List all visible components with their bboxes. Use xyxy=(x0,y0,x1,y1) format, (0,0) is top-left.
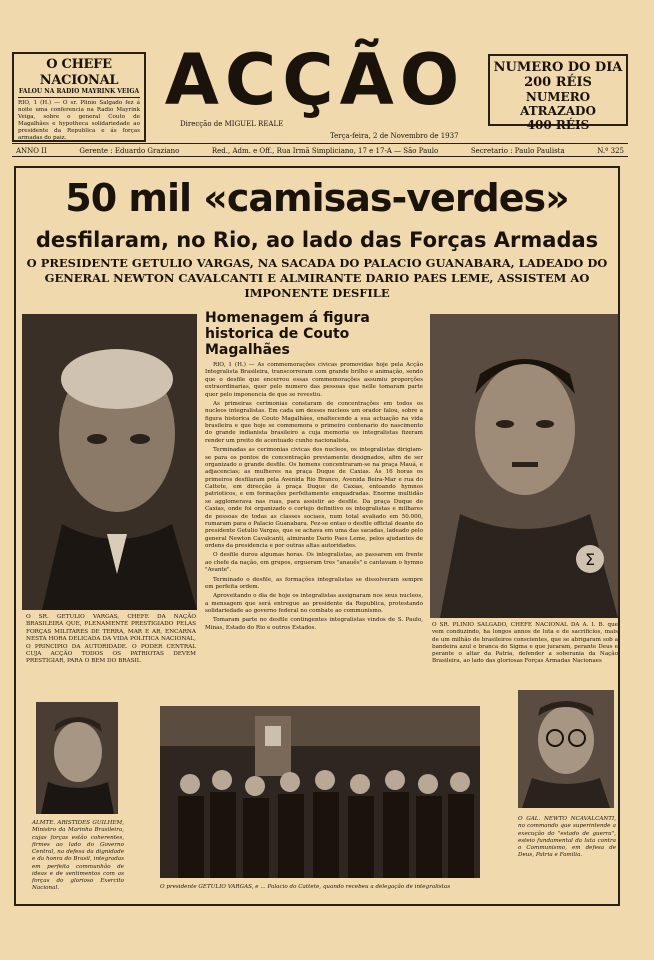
price-box xyxy=(488,54,628,132)
price-label-back: NUMERO ATRAZADO xyxy=(520,90,596,118)
price-back: 400 RÉIS xyxy=(526,118,590,132)
article-couto-magalhaes xyxy=(205,310,423,634)
price-day: 200 RÉIS xyxy=(524,75,592,90)
article-paragraph: Terminadas as cerimonias civicas dos nucleos, os integralistas dirigiam-se para os pontos de concentração previamente designados, afim de ser organizado o grande desfile. Os homens concentraram-se na praça Mauá, e adjacencias; as mulheres na praça Duque de Caxias. Ás 16 horas os primeiros desfilaram pela Avenida Rio Branco, Avenida Beira-Mar e rua do Cattete, em direcção á praça Duque de Caxias, entoando hymnos patrioticos, e em formações perfeitamente enquadradas. Enorme multidão se agglomerava nas ruas, para assistir ao desfile. Da praça Duque de Caxias, onde foi organizado o cortejo definitivo os integralistas e milhares de pessoas de todas as classes sociaes, num total avaliado em 50.000, rumaram para o Palacio Guanabara. Fez-se entao o desfile official deante do presidente Getulio Vargas, que se achava em uma das sacadas, ladeado pelo general Newton Cavalcanti, almirante Dario Paes Leme, pelos ajudantes de ordens da presidencia e por outras altas autoridades. xyxy=(205,447,423,549)
vargas-photo xyxy=(22,314,197,610)
article-paragraph: Tomaram parte no desfile contingentes integralistas vindos de S. Paulo, Minas, Estado do Rio e outros Estados. xyxy=(205,617,423,631)
cavalcanti-photo xyxy=(518,690,614,808)
redacao: Red., Adm. e Off., Rua Irmã Simpliciano, 17 e 17-A — São Paulo xyxy=(211,147,439,155)
left-box-subtitle: FALOU NA RADIO MAYRINK VEIGA xyxy=(18,88,140,98)
article-paragraph: Terminado o desfile, as formações integralistas se dissolveram sempre em perfeita ordem. xyxy=(205,576,423,590)
cavalcanti-caption: O GAL. NEWTO NCAVALCANTI, no commando que superintende a execução do "estado de guerra", esteio fundamental da luta contra o Communismo, em defesa de Deus, Patria e Familia. xyxy=(518,816,616,859)
left-box-body: RIO, 1 (H.) — O sr. Plinio Salgado fez á noite uma conferencia na Radio Mayrink Veiga, sobre o general Couto de Magalhães e hypotheca solidariedade ao presidente da Republica e ás forças armadas do paiz. xyxy=(18,100,140,142)
price-label-day: NUMERO DO DIA xyxy=(493,60,623,75)
guilhem-caption: ALMTE. ARISTIDES GUILHEM, Ministro da Marinha Brasileira, cujas forças estão coherentes, firmes ao lado do Governo Central, na defesa da dignidade e da honra do Brasil, integradas em perfeita communhão de ideas e de sentimentos com as forças do glorioso Exercito Nacional. xyxy=(32,820,124,892)
article-paragraph: Aproveitando o dia de hoje os integralistas assignaram nos seus nucleos, a mensagem que será entregue ao presidente da Republica, protestando solidariedade ao governo federal no combate ao communismo. xyxy=(205,593,423,614)
center-photo-caption: O presidente GETULIO VARGAS, e ... Palacio do Cattete, quando recebeu a delegação de integralistas xyxy=(160,884,451,890)
anno: ANNO II xyxy=(16,147,47,155)
guilhem-photo xyxy=(36,702,118,814)
vargas-caption: O SR. GETULIO VARGAS, CHEFE DA NAÇÃO BRASILEIRA QUE, PLENAMENTE PRESTIGIADO PELAS FORÇAS MILITARES DE TERRA, MAR E AR, ENCARNA NESTA HORA DELICADA DA VIDA POLITICA NACIONAL, O PRINCIPIO DA AUTORIDADE. O PODER CENTRAL CUJA ACÇÃO TODOS OS PATRIOTAS DEVEM PRESTIGIAR, PARA O BEM DO BRASIL xyxy=(26,614,196,665)
direction-line: Direcção de MIGUEL REALE xyxy=(180,120,284,128)
article-paragraph: As primeiras cerimonias constaram de concentrações em todos os nucleos integralistas. Em cada um desses nucleos um orador falou, sobre a figura historica de Couto Magalhães, enaltecendo a sua actuação na vida brasileira e que hoje se commemora o primeiro centenario do nascimento do grande indianista brasileiro a cuja memoria os integralistas fizeram render um preito de acentuado cunho nacionalista. xyxy=(205,400,423,444)
left-notice-box xyxy=(12,52,146,142)
info-bar xyxy=(12,143,628,157)
palace-group-photo xyxy=(160,706,480,878)
newspaper-logo: ACÇÃO xyxy=(164,39,466,121)
headline-deck: O PRESIDENTE GETULIO VARGAS, NA SACADA DO PALACIO GUANABARA, LADEADO DO GENERAL NEWTON CAVALCANTI E ALMIRANTE DARIO PAES LEME, ASSISTEM AO IMPONENTE DESFILE xyxy=(26,256,608,300)
plinio-photo xyxy=(430,314,618,618)
article-paragraph: RIO, 1 (H.) — As commemorações civicas promovidas hoje pela Acção Integralista Brasileira, transcorreram com grande brilho e animação, sendo que o desfile que encerrou essas commemorações assumiu proporções extraordinarias, quer pelo numero das pessoas que nelle tomaram parte quer pelo imponencia de que se revestiu. xyxy=(205,362,423,398)
left-box-title: O CHEFE NACIONAL xyxy=(39,57,119,88)
article-title: Homenagem á figura historica de Couto Magalhães xyxy=(205,310,370,358)
issue-number: N.º 325 xyxy=(597,147,624,155)
article-paragraph: O desfile durou algumas horas. Os integralistas, ao passarem em frente ao chefe da nação, em grupos, ergueram tres "anauês" e cantavam o hymno "Avante". xyxy=(205,552,423,574)
masthead xyxy=(150,40,480,128)
sub-headline: desfilaram, no Rio, ao lado das Forças Armadas xyxy=(35,228,599,252)
main-headline: 50 mil «camisas-verdes» xyxy=(65,176,569,220)
secretario: Secretario : Paulo Paulista xyxy=(470,147,565,155)
svg-text:Σ: Σ xyxy=(584,550,596,569)
plinio-caption: O SR. PLINIO SALGADO, CHEFE NACIONAL DA A. I. B. que vem conduzindo, ha longos annos de luta e de sacrificios, mais de um milhão de brasileiros conscientes, que se abrigaram sob a bandeira azul e branca do Sigma e que juraram, perante Deus e perante o altar da Patria, defender a soberania da Nação Brasileira, ao lado das gloriosas Forças Armadas Nacionaes xyxy=(432,622,618,665)
gerente: Gerente : Eduardo Graziano xyxy=(79,147,180,155)
issue-date: Terça-feira, 2 de Novembro de 1937 xyxy=(330,132,459,140)
